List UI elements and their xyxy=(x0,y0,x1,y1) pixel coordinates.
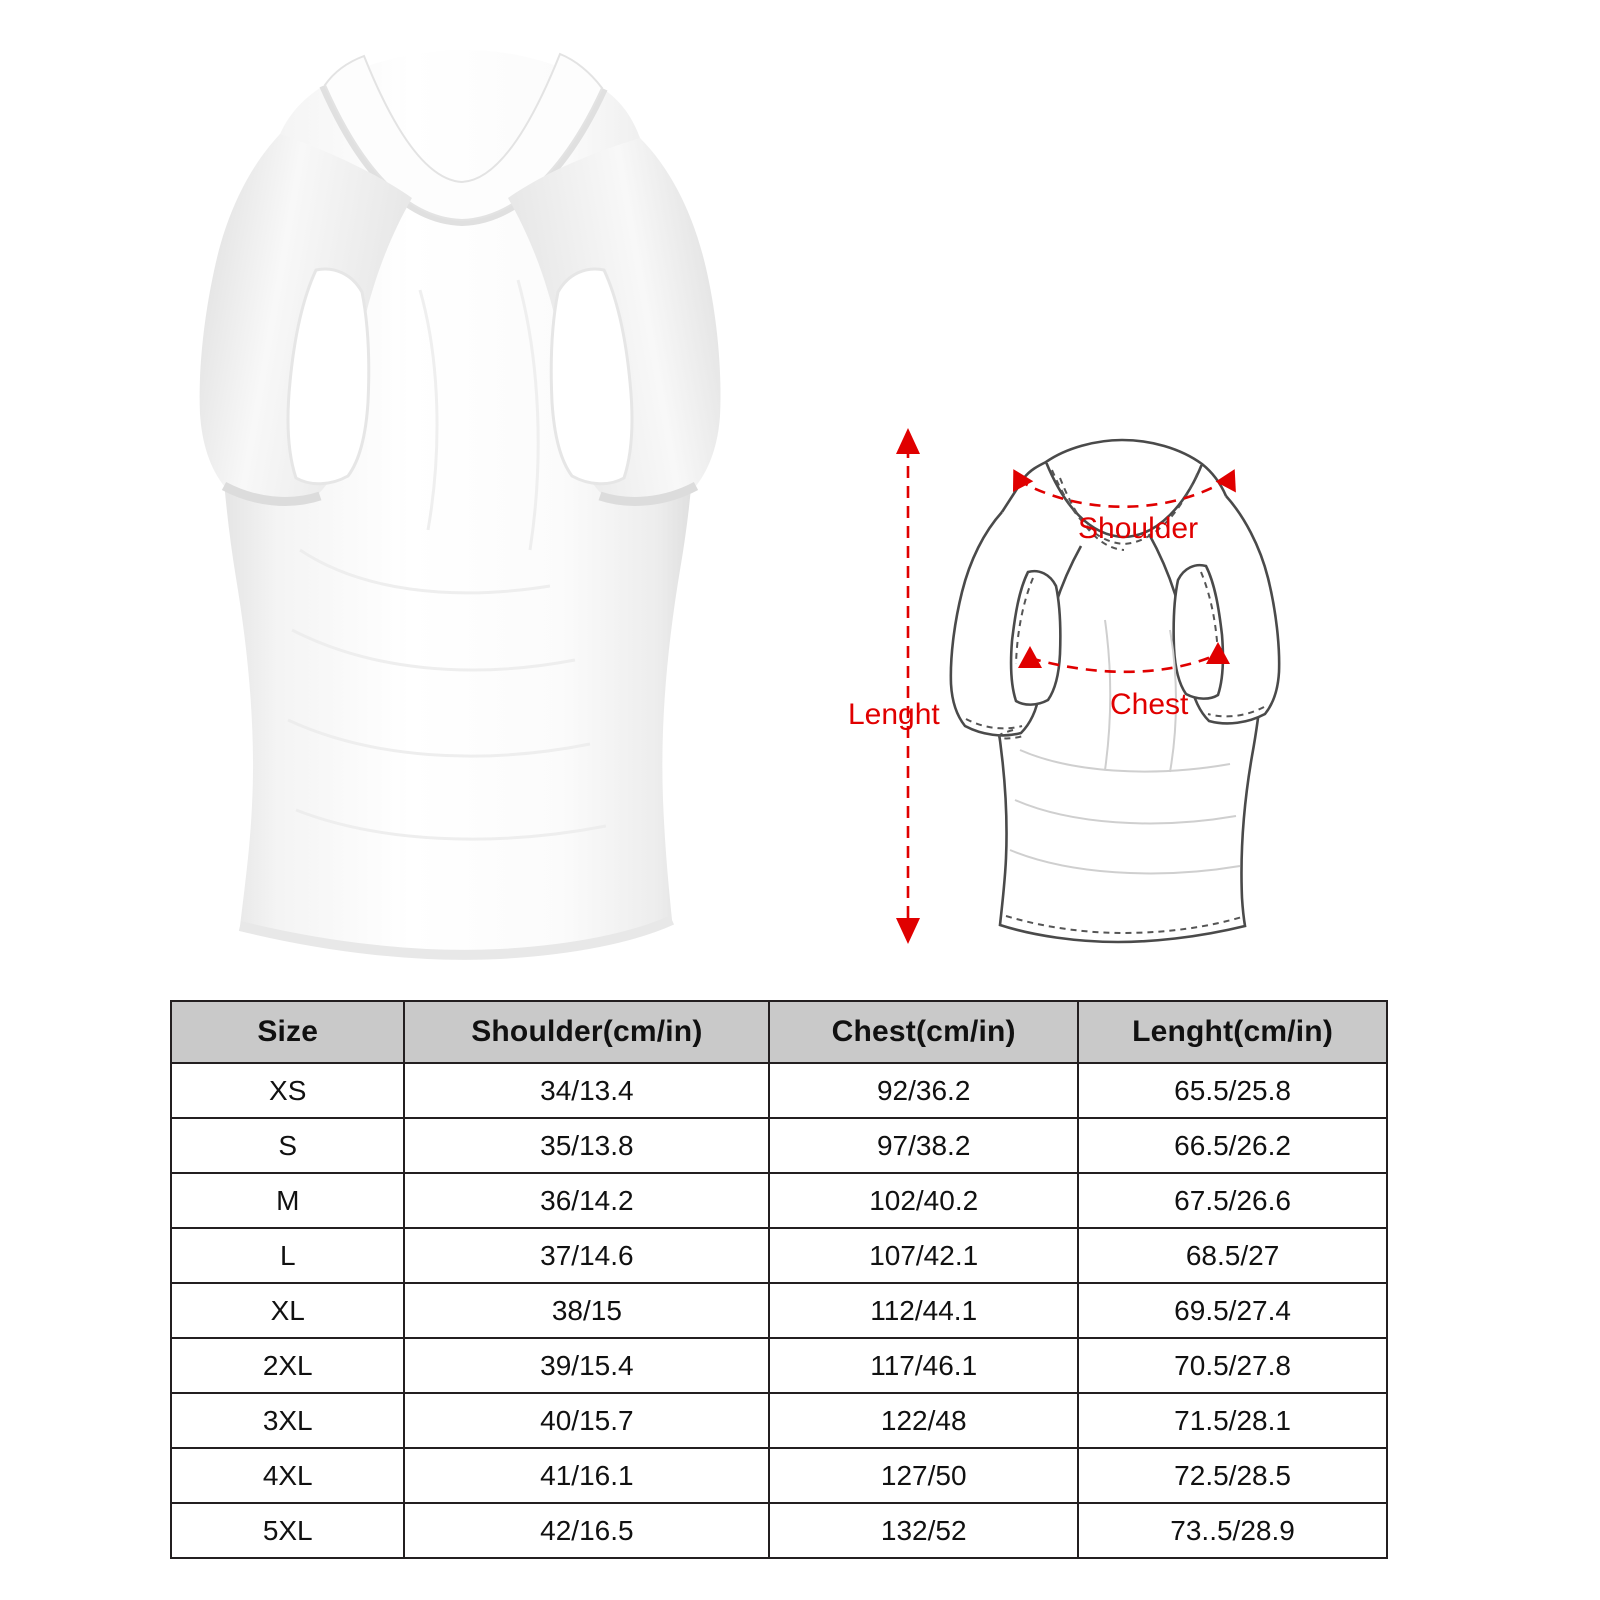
cell-length: 72.5/28.5 xyxy=(1078,1448,1387,1503)
cell-shoulder: 37/14.6 xyxy=(404,1228,769,1283)
cell-chest: 107/42.1 xyxy=(769,1228,1078,1283)
cell-shoulder: 41/16.1 xyxy=(404,1448,769,1503)
cell-chest: 122/48 xyxy=(769,1393,1078,1448)
column-header-shoulder: Shoulder(cm/in) xyxy=(404,1001,769,1063)
measurement-diagram xyxy=(850,420,1410,950)
cell-shoulder: 42/16.5 xyxy=(404,1503,769,1558)
table-row xyxy=(171,1503,1387,1558)
size-chart-table-wrapper xyxy=(170,1000,1388,1559)
label-length: Lenght xyxy=(848,698,940,731)
label-shoulder: Shoulder xyxy=(1078,512,1199,545)
cell-size: M xyxy=(171,1173,404,1228)
cell-size: S xyxy=(171,1118,404,1173)
table-row xyxy=(171,1173,1387,1228)
cell-length: 73..5/28.9 xyxy=(1078,1503,1387,1558)
table-row xyxy=(171,1338,1387,1393)
cell-chest: 132/52 xyxy=(769,1503,1078,1558)
size-chart-table xyxy=(170,1000,1388,1559)
cell-chest: 127/50 xyxy=(769,1448,1078,1503)
column-header-chest: Chest(cm/in) xyxy=(769,1001,1078,1063)
table-row xyxy=(171,1063,1387,1118)
cell-shoulder: 35/13.8 xyxy=(404,1118,769,1173)
cell-length: 65.5/25.8 xyxy=(1078,1063,1387,1118)
table-row xyxy=(171,1283,1387,1338)
cell-size: XL xyxy=(171,1283,404,1338)
cell-chest: 97/38.2 xyxy=(769,1118,1078,1173)
cell-shoulder: 34/13.4 xyxy=(404,1063,769,1118)
cell-length: 67.5/26.6 xyxy=(1078,1173,1387,1228)
cell-size: 4XL xyxy=(171,1448,404,1503)
cell-size: XS xyxy=(171,1063,404,1118)
cell-length: 70.5/27.8 xyxy=(1078,1338,1387,1393)
table-row xyxy=(171,1118,1387,1173)
cell-shoulder: 40/15.7 xyxy=(404,1393,769,1448)
cell-length: 71.5/28.1 xyxy=(1078,1393,1387,1448)
cell-size: 5XL xyxy=(171,1503,404,1558)
cell-size: 3XL xyxy=(171,1393,404,1448)
table-header-row xyxy=(171,1001,1387,1063)
cell-length: 68.5/27 xyxy=(1078,1228,1387,1283)
cell-shoulder: 36/14.2 xyxy=(404,1173,769,1228)
cell-shoulder: 38/15 xyxy=(404,1283,769,1338)
cell-length: 66.5/26.2 xyxy=(1078,1118,1387,1173)
cell-length: 69.5/27.4 xyxy=(1078,1283,1387,1338)
product-photo-shirt xyxy=(120,30,800,960)
cell-shoulder: 39/15.4 xyxy=(404,1338,769,1393)
column-header-length: Lenght(cm/in) xyxy=(1078,1001,1387,1063)
cell-chest: 102/40.2 xyxy=(769,1173,1078,1228)
cell-chest: 117/46.1 xyxy=(769,1338,1078,1393)
column-header-size: Size xyxy=(171,1001,404,1063)
cell-size: 2XL xyxy=(171,1338,404,1393)
cell-chest: 112/44.1 xyxy=(769,1283,1078,1338)
table-row xyxy=(171,1448,1387,1503)
cell-chest: 92/36.2 xyxy=(769,1063,1078,1118)
table-row xyxy=(171,1393,1387,1448)
label-chest: Chest xyxy=(1110,688,1189,721)
cell-size: L xyxy=(171,1228,404,1283)
table-row xyxy=(171,1228,1387,1283)
